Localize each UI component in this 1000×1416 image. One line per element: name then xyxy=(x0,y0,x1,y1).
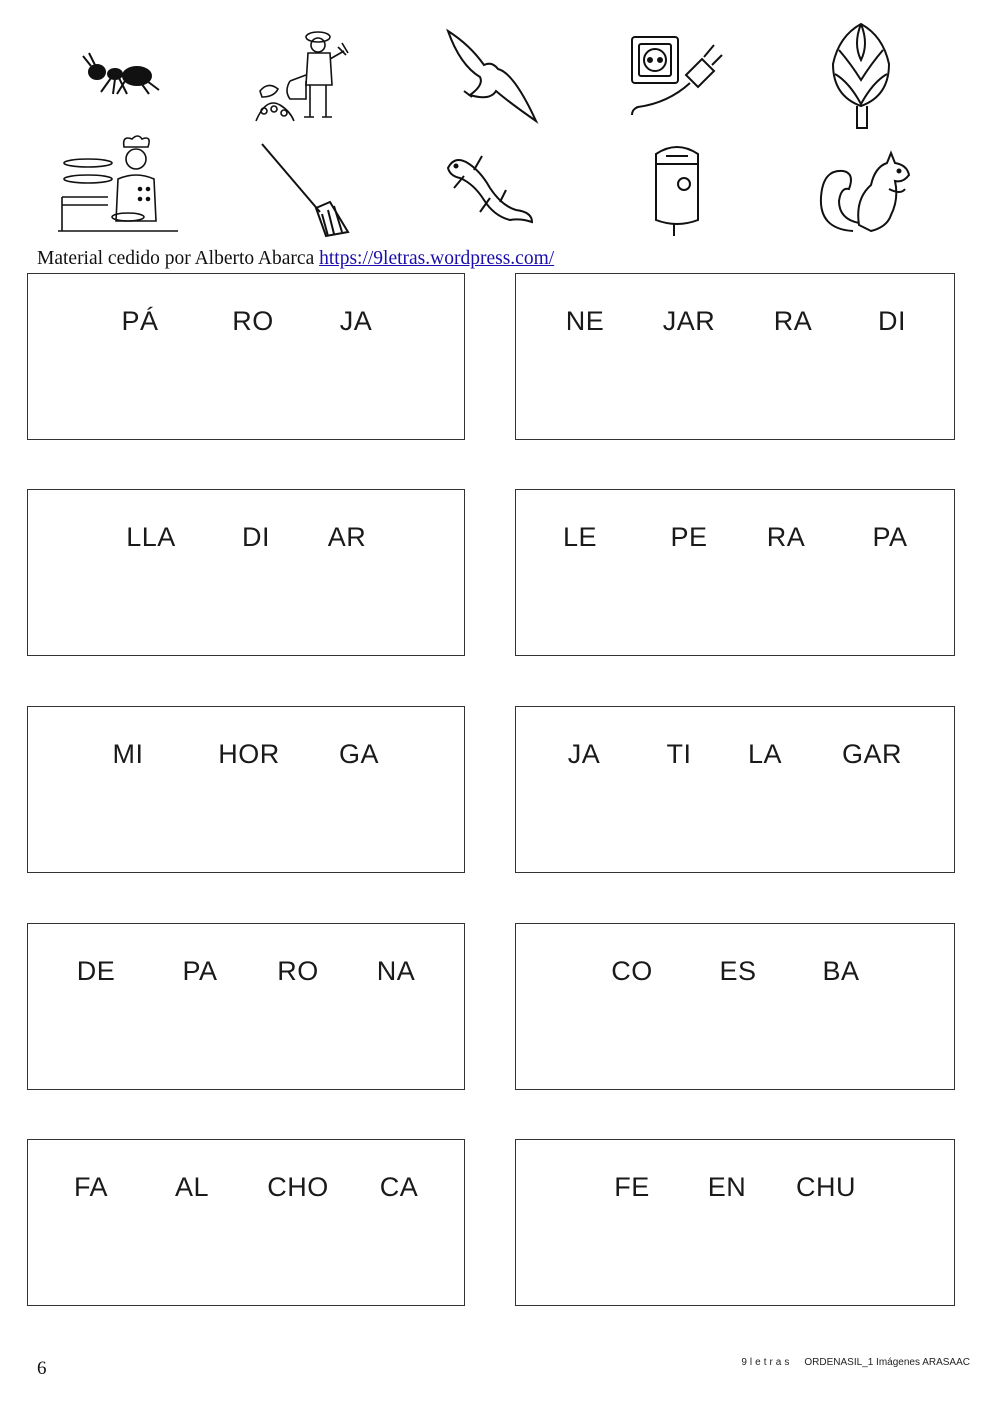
syllable: CHU xyxy=(796,1172,856,1202)
syllable: BA xyxy=(822,956,860,986)
syllable: CA xyxy=(379,1172,419,1202)
footer-note xyxy=(741,1357,970,1368)
syllable: LA xyxy=(747,739,783,769)
trash-bin-icon xyxy=(648,140,706,240)
syllable: NA xyxy=(376,956,416,986)
syllable: HOR xyxy=(218,739,280,769)
syllable-box xyxy=(27,706,465,873)
syllable-box xyxy=(27,273,465,440)
syllable: FE xyxy=(614,1172,650,1202)
syllable-box xyxy=(27,1139,465,1306)
syllable: LLA xyxy=(126,522,176,552)
syllable: CO xyxy=(611,956,653,986)
page-number: 6 xyxy=(37,1358,47,1379)
credit-line xyxy=(37,248,554,270)
gardener-icon xyxy=(250,25,355,125)
syllable-box xyxy=(515,1139,955,1306)
artichoke-icon xyxy=(825,20,897,132)
syllable: LE xyxy=(562,522,598,552)
syllable: JAR xyxy=(662,306,716,336)
plug-socket-icon xyxy=(628,33,726,119)
syllable: JA xyxy=(567,739,601,769)
syllable: NE xyxy=(565,306,605,336)
bird-icon xyxy=(440,25,540,125)
syllable: EN xyxy=(707,1172,747,1202)
footer-text: ORDENASIL_1 Imágenes ARASAAC xyxy=(804,1357,970,1368)
syllable: RO xyxy=(232,306,274,336)
syllable: TI xyxy=(666,739,692,769)
syllable: RA xyxy=(773,306,813,336)
syllable: DE xyxy=(76,956,116,986)
syllable: DI xyxy=(242,522,270,552)
ant-icon xyxy=(75,48,165,98)
syllable: JA xyxy=(339,306,373,336)
syllable: ES xyxy=(719,956,757,986)
lizard-icon xyxy=(440,148,540,236)
syllable: GAR xyxy=(841,739,903,769)
syllable: PE xyxy=(670,522,708,552)
credit-link[interactable]: https://9letras.wordpress.com/ xyxy=(319,248,555,269)
squirrel-icon xyxy=(815,145,915,237)
syllable-box xyxy=(515,273,955,440)
syllable-box xyxy=(27,923,465,1090)
syllable-box xyxy=(515,706,955,873)
syllable: AR xyxy=(327,522,367,552)
syllable: RO xyxy=(277,956,319,986)
credit-text: Material cedido por Alberto Abarca xyxy=(37,248,315,269)
syllable: GA xyxy=(338,739,380,769)
syllable: FA xyxy=(73,1172,109,1202)
syllable-box xyxy=(27,489,465,656)
syllable: CHO xyxy=(267,1172,329,1202)
syllable-box xyxy=(515,923,955,1090)
syllable: MI xyxy=(112,739,144,769)
syllable: PA xyxy=(182,956,218,986)
syllable-box xyxy=(515,489,955,656)
syllable: RA xyxy=(766,522,806,552)
syllable: AL xyxy=(174,1172,210,1202)
footer-brand: 9letras xyxy=(741,1357,793,1368)
syllable: PA xyxy=(872,522,908,552)
syllable: DI xyxy=(878,306,906,336)
syllable: PÁ xyxy=(121,306,159,336)
baker-icon xyxy=(58,135,178,235)
broom-icon xyxy=(258,140,354,240)
